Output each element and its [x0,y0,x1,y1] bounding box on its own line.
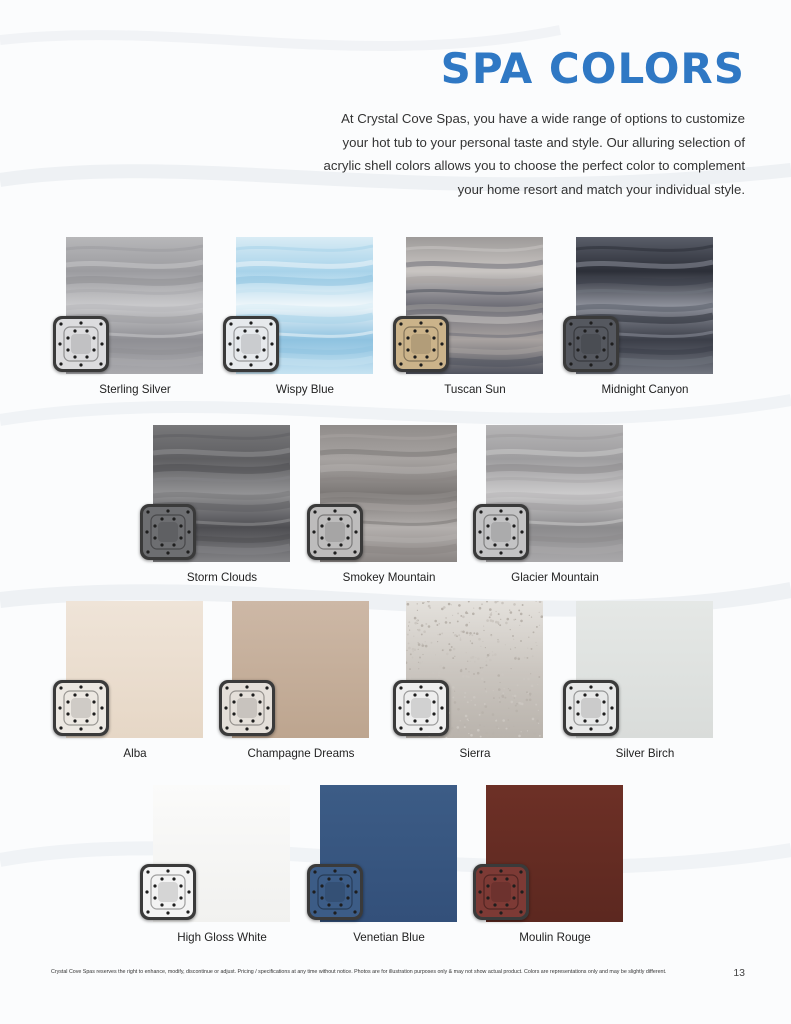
hot-tub-thumbnail [563,316,619,372]
color-swatch-card [49,601,221,766]
hot-tub-thumbnail [473,864,529,920]
hot-tub-thumbnail [53,316,109,372]
color-name-label: Smokey Mountain [342,571,436,584]
color-name-label: Sterling Silver [99,383,171,396]
color-swatch-card [469,785,641,950]
hot-tub-thumbnail [307,504,363,560]
color-swatch-card [559,237,731,402]
hot-tub-thumbnail [140,504,196,560]
color-swatch-card [389,601,561,766]
color-swatch-card [303,425,475,590]
hot-tub-thumbnail [563,680,619,736]
intro-paragraph: At Crystal Cove Spas, you have a wide range of options to customize your hot tub to your personal taste and style. Our alluring selection of acrylic shell colors allows you to choose the perfect color to complement your home resort and match your individual style. [323,111,745,197]
color-name-label: Wispy Blue [276,383,334,396]
hot-tub-thumbnail [140,864,196,920]
color-swatch-card [219,237,391,402]
color-swatch-card [469,425,641,590]
color-swatch-card [215,601,387,766]
color-name-label: Venetian Blue [353,931,425,944]
disclaimer-footer: Crystal Cove Spas reserves the right to enhance, modify, discontinue or adjust. Pricing / specifications at any time without notice. Photos are for illustration purposes only & may not show actual product. Colors are representations only and may be slightly different. [51,969,667,975]
color-name-label: Midnight Canyon [601,383,689,396]
hot-tub-thumbnail [219,680,275,736]
color-swatch-card [303,785,475,950]
page-number: 13 [733,967,745,979]
color-name-label: High Gloss White [177,931,267,944]
color-swatch-card [136,785,308,950]
hot-tub-thumbnail [393,680,449,736]
color-swatch-card [559,601,731,766]
color-name-label: Silver Birch [615,747,675,760]
color-swatch-card [49,237,221,402]
color-name-label: Alba [123,747,147,760]
color-name-label: Sierra [459,747,491,760]
hot-tub-thumbnail [473,504,529,560]
color-swatch-card [136,425,308,590]
hot-tub-thumbnail [307,864,363,920]
color-name-label: Champagne Dreams [247,747,355,760]
hot-tub-thumbnail [393,316,449,372]
color-name-label: Storm Clouds [186,571,258,584]
color-name-label: Glacier Mountain [511,571,599,584]
color-swatch-card [389,237,561,402]
hot-tub-thumbnail [223,316,279,372]
hot-tub-thumbnail [53,680,109,736]
color-name-label: Moulin Rouge [519,931,591,944]
page-title: SPA COLORS [440,44,745,93]
color-name-label: Tuscan Sun [444,383,506,396]
